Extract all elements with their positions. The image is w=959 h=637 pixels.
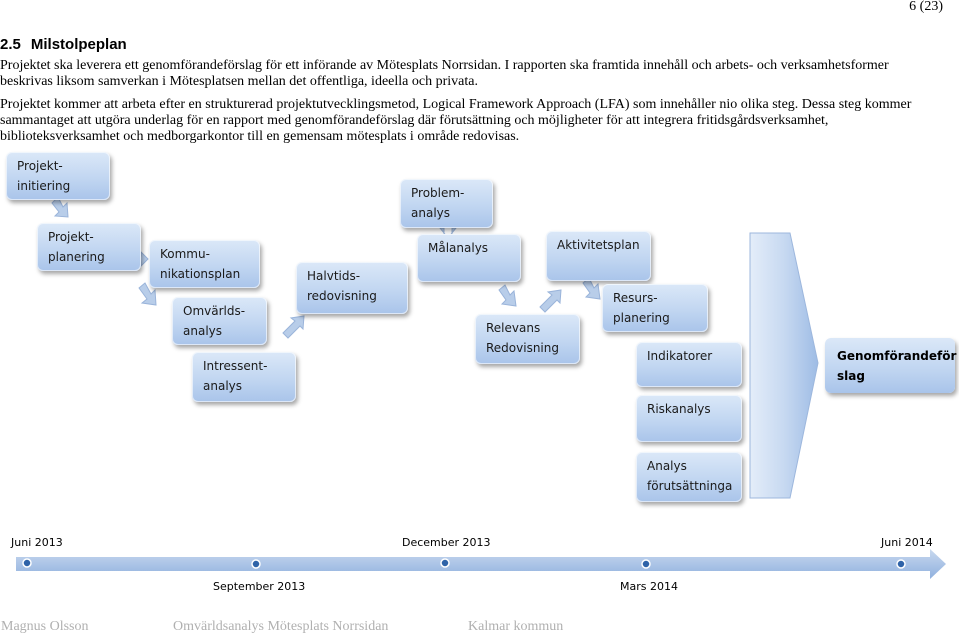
footer-document-title: Omvärldsanalys Mötesplats Norrsidan (173, 619, 389, 634)
arrow-intressent-halvtid (283, 316, 304, 338)
marker-mars-2014 (642, 560, 650, 568)
timeline-label-december-2013: December 2013 (402, 536, 491, 549)
big-progress-arrow (750, 233, 818, 498)
arrow-initiering-planering (52, 197, 68, 217)
box-halvtidsredovisning: Halvtids- redovisning (296, 262, 408, 314)
page-number: 6 (23) (909, 0, 943, 14)
timeline-label-juni-2014: Juni 2014 (881, 536, 933, 549)
box-problemanalys: Problem- analys (400, 179, 493, 228)
arrow-malanalys-relevans (499, 285, 516, 306)
timeline-label-september-2013: September 2013 (213, 580, 306, 593)
marker-september-2013 (252, 560, 260, 568)
arrow-relevans-aktivitet (540, 290, 561, 312)
box-intressentanalys: Intressent- analys (192, 352, 296, 402)
box-aktivitetsplan: Aktivitetsplan (546, 231, 651, 281)
box-kommunikationsplan: Kommu- nikationsplan (149, 240, 260, 288)
paragraph-method: Projektet kommer att arbeta efter en strukturerad projektutvecklingsmetod, Logical Framework Approach (LFA) som innehåller nio olika steg. Dessa steg kommer sammantaget att utgöra underlag för en rapport med genomförandeförslag där förutsättning och möjligheter för att integrera fritidsgårdsverksamhet, biblioteksverksamhet och medborgarkontor till en gemensam mötesplats i område redovisas. (0, 97, 912, 144)
box-resursplanering: Resurs- planering (602, 284, 708, 332)
timeline-label-mars-2014: Mars 2014 (620, 580, 678, 593)
footer-organization: Kalmar kommun (468, 619, 564, 634)
box-projektinitiering: Projekt- initiering (6, 152, 110, 200)
arrow-aktivitet-resurs (583, 278, 600, 299)
box-indikatorer: Indikatorer (636, 342, 742, 387)
section-title: Milstolpeplan (30, 36, 127, 53)
timeline-label-juni-2013: Juni 2013 (11, 536, 63, 549)
paragraph-intro: Projektet ska leverera ett genomförandeförslag för ett införande av Mötesplats Norrsidan. I rapporten ska framtida innehåll och arbets- och verksamhetsformer beskrivas liksom samverkan i Mötesplatsen mellan det offentliga, ideella och privata. (0, 58, 889, 89)
section-number: 2.5 (0, 36, 21, 53)
box-genomforandeforslag: Genomförandeför slag (825, 338, 955, 393)
box-malanalys: Målanalys (417, 234, 521, 282)
box-projektplanering: Projekt- planering (37, 223, 141, 271)
box-relevans-redovisning: Relevans Redovisning (475, 314, 580, 364)
timeline-bar (16, 549, 946, 579)
marker-december-2013 (441, 559, 449, 567)
marker-juni-2014 (897, 560, 905, 568)
box-riskanalys: Riskanalys (636, 395, 742, 442)
footer-author: Magnus Olsson (1, 619, 89, 634)
box-omvarldsanalys: Omvärlds- analys (172, 297, 267, 345)
marker-juni-2013 (23, 559, 31, 567)
box-analys-forutsattningar: Analys förutsättninga (636, 452, 742, 502)
